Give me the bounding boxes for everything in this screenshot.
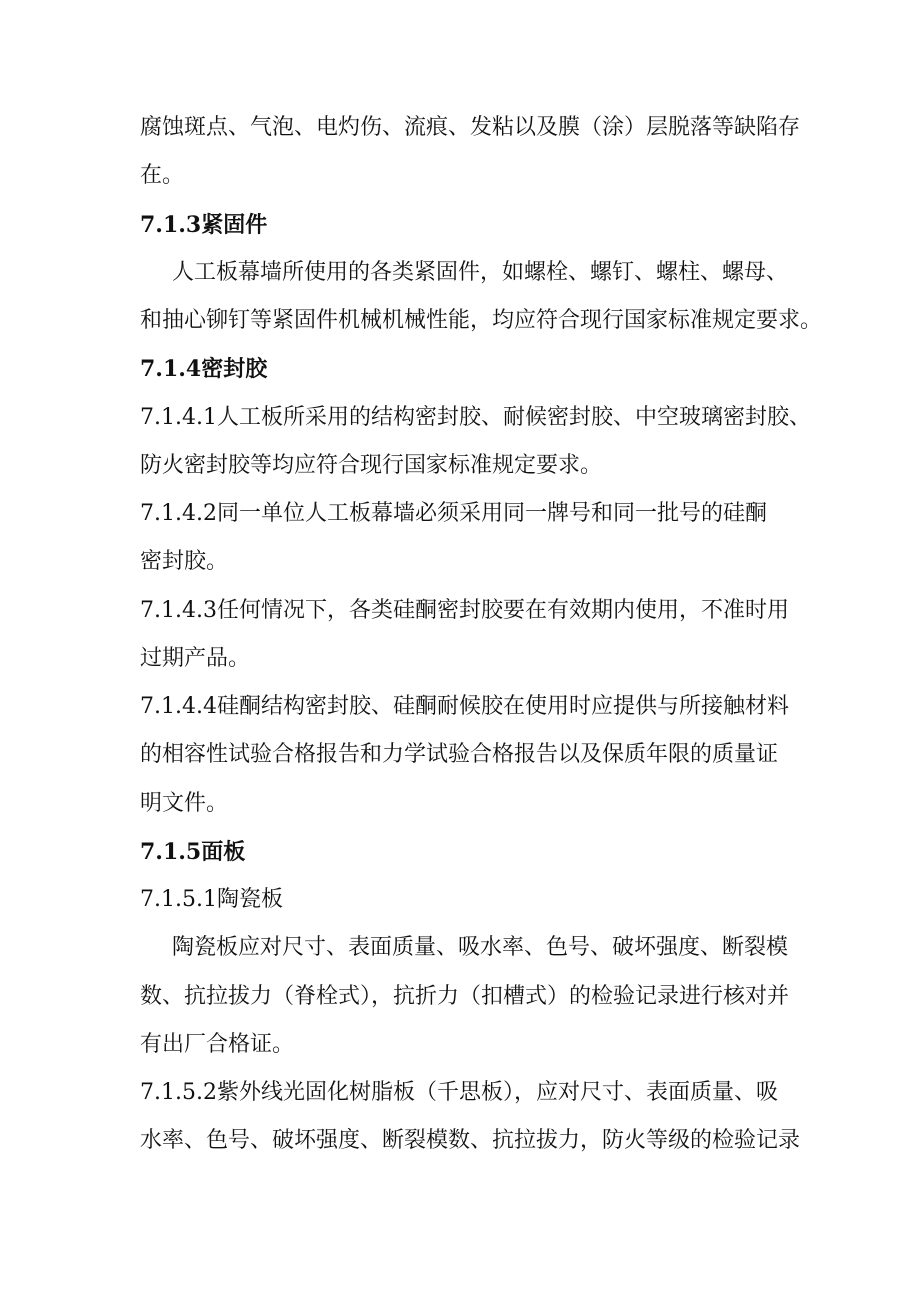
section-panels [140, 828, 800, 1166]
paragraph-line: 7.1.4.1人工板所采用的结构密封胶、耐候密封胶、中空玻璃密封胶、 [140, 404, 811, 430]
paragraph-line: 的相容性试验合格报告和力学试验合格报告以及保质年限的质量证 [140, 742, 779, 768]
continuation-paragraph [140, 104, 800, 201]
paragraph-line: 陶瓷板应对尺寸、表面质量、吸水率、色号、破坏强度、断裂模 [172, 935, 789, 961]
clause-7-1-4-3 [140, 587, 800, 684]
paragraph-line: 数、抗拉拔力（脊栓式），抗折力（扣槽式）的检验记录进行核对并 [140, 983, 790, 1009]
paragraph-line: 7.1.4.3任何情况下，各类硅酮密封胶要在有效期内使用，不准时用 [140, 597, 789, 623]
clause-7-1-4-2 [140, 490, 800, 587]
paragraph-line: 防火密封胶等均应符合现行国家标准规定要求。 [140, 452, 603, 478]
paragraph-line: 和抽心铆钉等紧固件机械机械性能，均应符合现行国家标准规定要求。 [140, 308, 823, 333]
section-fasteners [140, 201, 823, 346]
paragraph [140, 924, 800, 1069]
clause-7-1-4-1 [140, 394, 811, 491]
paragraph-line: 明文件。 [140, 790, 229, 816]
section-sealant [140, 345, 811, 828]
paragraph-line: 7.1.4.4硅酮结构密封胶、硅酮耐候胶在使用时应提供与所接触材料 [140, 694, 789, 719]
subsection-title: 7.1.5.1陶瓷板 [140, 887, 283, 912]
paragraph-line: 7.1.4.2同一单位人工板幕墙必须采用同一牌号和同一批号的硅酮 [140, 501, 767, 526]
paragraph-line: 人工板幕墙所使用的各类紧固件，如螺栓、螺钉、螺柱、螺母、 [172, 259, 789, 285]
clause-7-1-5-1-title [140, 876, 800, 924]
paragraph-line: 在。 [140, 163, 185, 189]
paragraph-line: 密封胶。 [140, 549, 229, 575]
paragraph [140, 249, 823, 346]
section-heading: 7.1.5面板 [140, 838, 246, 865]
paragraph-line: 腐蚀斑点、气泡、电灼伤、流痕、发粘以及膜（涂）层脱落等缺陷存 [140, 115, 801, 140]
paragraph-line: 有出厂合格证。 [140, 1031, 295, 1057]
clause-7-1-5-2 [140, 1069, 800, 1166]
section-heading: 7.1.4密封胶 [140, 356, 268, 383]
page-body [140, 104, 823, 1166]
section-heading: 7.1.3紧固件 [140, 211, 268, 238]
paragraph-line: 7.1.5.2紫外线光固化树脂板（千思板），应对尺寸、表面质量、吸 [140, 1080, 778, 1105]
paragraph-line: 水率、色号、破坏强度、断裂模数、抗拉拔力，防火等级的检验记录 [140, 1128, 801, 1154]
paragraph-line: 过期产品。 [140, 645, 251, 671]
clause-7-1-4-4 [140, 683, 800, 828]
